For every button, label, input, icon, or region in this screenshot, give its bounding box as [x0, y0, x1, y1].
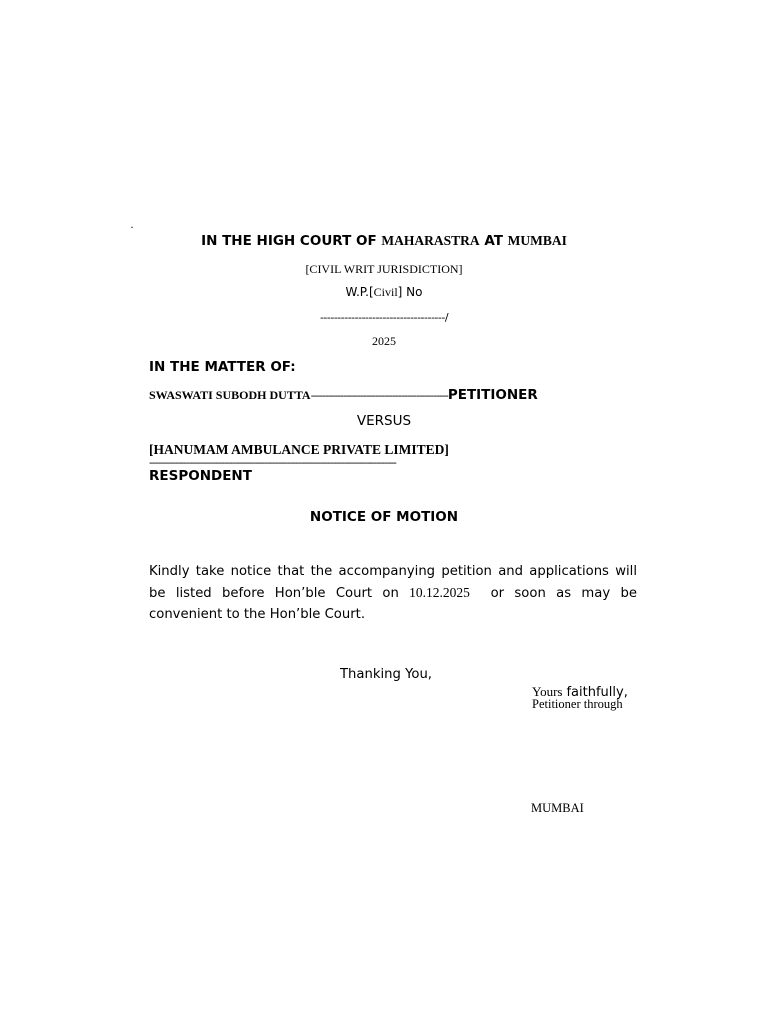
jurisdiction-line: [CIVIL WRIT JURISDICTION] [305, 262, 463, 276]
respondent-name: [HANUMAM AMBULANCE PRIVATE LIMITED] [149, 442, 449, 457]
versus-line: VERSUS [356, 413, 412, 429]
thanking-line: Thanking You, [340, 667, 432, 682]
year-line: 2025 [372, 334, 396, 348]
notice-body-text: Kindly take notice that the accompanying petition and applications will be listed before Hon’ble Court on [149, 564, 637, 601]
number-blank: ------------------------------------/ [319, 311, 449, 324]
wp-civil: Civil [373, 285, 398, 299]
respondent-label: RESPONDENT [149, 468, 252, 484]
closing-faithfully: faithfully, [566, 685, 628, 700]
respondent-dashes: -------------------------------------------------------------------------------------- [149, 456, 396, 469]
petitioner-label: PETITIONER [447, 387, 538, 403]
court-heading-part1: IN THE HIGH COURT OF [201, 233, 382, 249]
wp-prefix: W.P.[ [345, 285, 374, 299]
court-heading-state: MAHARASTRA [381, 233, 480, 248]
notice-body [149, 561, 642, 625]
wp-suffix: ] No [397, 285, 423, 299]
hearing-date: 10.12.2025 [409, 585, 470, 600]
petitioner-through: Petitioner through [532, 697, 623, 711]
matter-heading: IN THE MATTER OF: [149, 359, 296, 375]
court-heading-city: MUMBAI [507, 233, 567, 248]
court-heading [0, 233, 768, 249]
closing-yours: Yours [532, 684, 563, 699]
wp-number-line [0, 285, 768, 300]
petitioner-dashes: ----------------------------------------------- [310, 389, 448, 402]
petitioner-line [149, 386, 538, 404]
notice-body-tail: or soon as may be convenient to the Hon’ble Court. [149, 586, 642, 622]
court-heading-at: AT [479, 233, 508, 249]
place-line: MUMBAI [531, 801, 584, 815]
notice-title: NOTICE OF MOTION [309, 509, 459, 525]
petitioner-name: SWASWATI SUBODH DUTTA [149, 388, 311, 402]
stray-mark: · [130, 220, 134, 234]
